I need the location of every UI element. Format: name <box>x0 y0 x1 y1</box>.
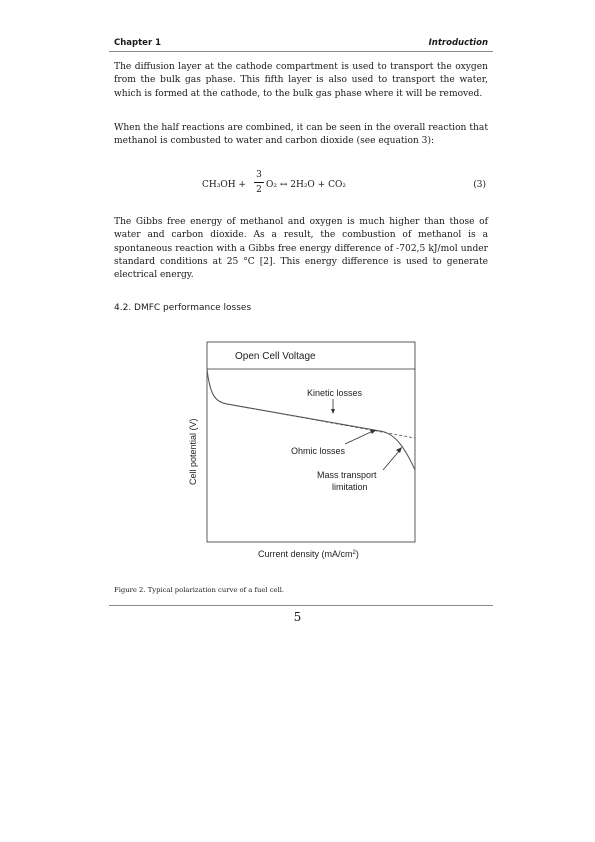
x-axis-label-close: ) <box>355 549 359 559</box>
polarization-curve-diagram <box>185 340 420 570</box>
mass-transport-label-line2: limitation <box>332 482 368 492</box>
equation-fraction <box>254 169 264 196</box>
chapter-label: Chapter 1 <box>114 38 162 48</box>
polarization-figure <box>185 340 420 570</box>
kinetic-loss-curve <box>207 369 380 431</box>
page-number: 5 <box>293 610 302 624</box>
running-header <box>114 36 488 52</box>
mass-transport-label-line1: Mass transport <box>317 470 377 480</box>
paragraph-overall-reaction: When the half reactions are combined, it can be seen in the overall reaction that methanol is combusted to water and carbon dioxide (see equation 3): <box>114 123 488 147</box>
equation-rhs: O₂ ↔ 2H₂O + CO₂ <box>266 180 346 190</box>
equation-3 <box>114 171 488 201</box>
header-rule <box>109 51 493 52</box>
fraction-numerator: 3 <box>256 170 262 180</box>
plot-frame <box>207 342 415 542</box>
x-axis-label-text: Current density (mA/cm <box>258 549 353 559</box>
figure-caption: Figure 2. Typical polarization curve of a fuel cell. <box>114 586 285 594</box>
mass-transport-arrow-head <box>396 447 402 453</box>
ocv-label: Open Cell Voltage <box>235 351 316 362</box>
section-label: Introduction <box>428 38 488 48</box>
ohmic-losses-label: Ohmic losses <box>291 446 346 456</box>
y-axis-label: Cell potential (V) <box>188 418 198 485</box>
paragraph-diffusion-layer: The diffusion layer at the cathode compartment is used to transport the oxygen from the bulk gas phase. This fifth layer is also used to transport the water, which is formed at the cathode, to the bulk gas phase where it will be removed. <box>114 62 488 99</box>
equation-lhs: CH₃OH + <box>202 180 246 190</box>
ohmic-arrow <box>345 431 373 444</box>
fraction-denominator: 2 <box>256 185 262 195</box>
paragraph-gibbs-energy: The Gibbs free energy of methanol and oxygen is much higher than those of water and carbon dioxide. As a result, the combustion of methanol is a spontaneous reaction with a Gibbs free energy difference of -702,5 kJ/mol under standard conditions at 25 °C [2]. This energy difference is used to generate electrical energy. <box>114 217 488 281</box>
section-heading: 4.2. DMFC performance losses <box>114 303 252 313</box>
fraction-bar <box>254 182 264 183</box>
kinetic-losses-label: Kinetic losses <box>307 388 363 398</box>
mass-transport-arrow <box>383 450 400 470</box>
footer-rule <box>109 605 493 606</box>
x-axis-label-superscript: 2 <box>352 550 356 556</box>
equation-number: (3) <box>473 180 486 190</box>
kinetic-arrow-head <box>331 409 335 414</box>
x-axis-label <box>258 549 359 559</box>
